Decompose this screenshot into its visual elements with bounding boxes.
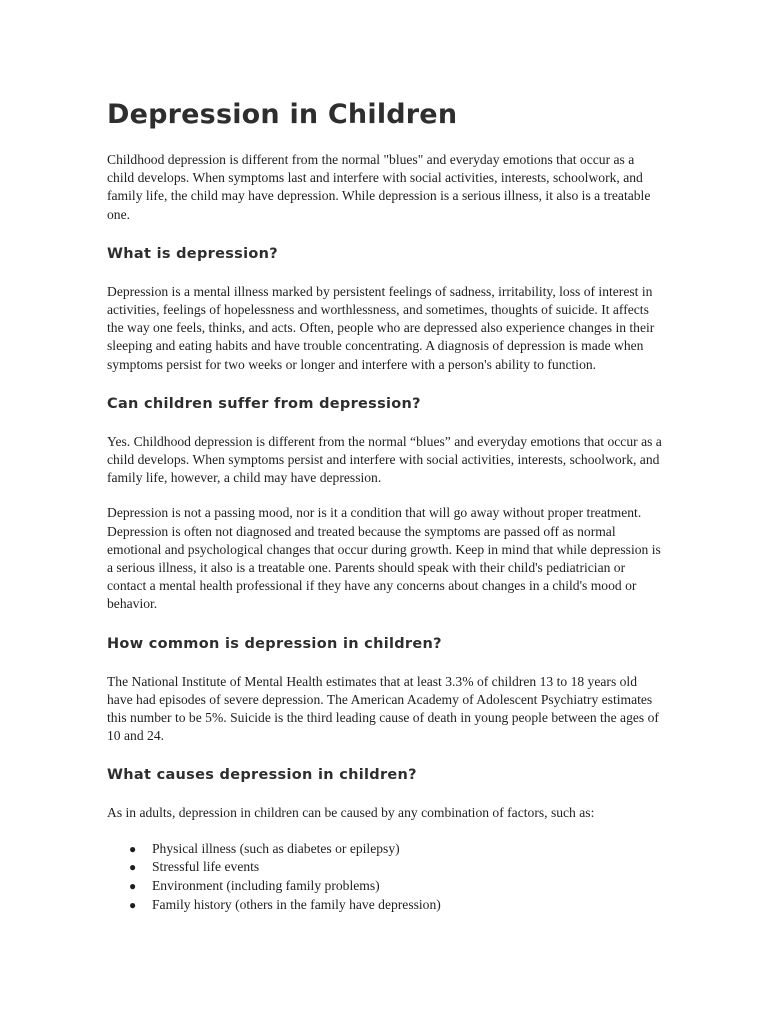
list-item xyxy=(107,877,663,896)
bullet-icon: ● xyxy=(129,860,137,875)
bullet-icon: ● xyxy=(129,898,137,913)
list-item xyxy=(107,858,663,877)
list-item-text: Stressful life events xyxy=(152,859,260,875)
intro-paragraph: Childhood depression is different from the normal "blues" and everyday emotions that occur as a child develops. When symptoms last and interfere with social activities, interests, schoolwork, and family life, the child may have depression. While depression is a serious illness, it also is a treatable one. xyxy=(107,152,651,222)
section-heading-how-common: How common is depression in children? xyxy=(107,635,442,652)
document-page xyxy=(107,96,663,915)
page-title: Depression in Children xyxy=(107,99,458,130)
section-paragraph: Depression is a mental illness marked by persistent feelings of sadness, irritability, loss of interest in activities, feelings of hopelessness and worthlessness, and sometimes, thoughts of suicide. It affects the way one feels, thinks, and acts. Often, people who are depressed also experience changes in their sleeping and eating habits and have trouble concentrating. A diagnosis of depression is made when symptoms persist for two weeks or longer and interfere with a person's ability to function. xyxy=(107,283,655,372)
section-heading-what-causes: What causes depression in children? xyxy=(107,767,417,784)
bullet-icon: ● xyxy=(129,841,137,856)
section-heading-what-is-depression: What is depression? xyxy=(107,245,278,262)
causes-list xyxy=(107,840,663,915)
list-item xyxy=(107,840,663,859)
section-paragraph: Yes. Childhood depression is different from the normal “blues” and everyday emotions that occur as a child develops. When symptoms persist and interfere with social activities, interests, schoolwork, and family life, however, a child may have depression. xyxy=(107,433,662,486)
list-item xyxy=(107,896,663,915)
section-paragraph: Depression is not a passing mood, nor is it a condition that will go away without proper treatment. Depression is often not diagnosed and treated because the symptoms are passed off as normal emotional and psychological changes that occur during growth. Keep in mind that while depression is a serious illness, it also is a treatable one. Parents should speak with their child's pediatrician or contact a mental health professional if they have any concerns about changes in a child's mood or behavior. xyxy=(107,505,661,612)
section-heading-can-children-suffer: Can children suffer from depression? xyxy=(107,395,421,412)
section-paragraph: The National Institute of Mental Health estimates that at least 3.3% of children 13 to 18 years old have had episodes of severe depression. The American Academy of Adolescent Psychiatry estimates this number to be 5%. Suicide is the third leading cause of death in young people between the ages of 10 and 24. xyxy=(107,673,659,744)
list-item-text: Environment (including family problems) xyxy=(152,878,380,894)
list-item-text: Family history (others in the family have depression) xyxy=(152,897,441,913)
list-item-text: Physical illness (such as diabetes or epilepsy) xyxy=(152,840,400,856)
section-paragraph: As in adults, depression in children can be caused by any combination of factors, such as: xyxy=(107,805,595,821)
bullet-icon: ● xyxy=(129,879,137,894)
